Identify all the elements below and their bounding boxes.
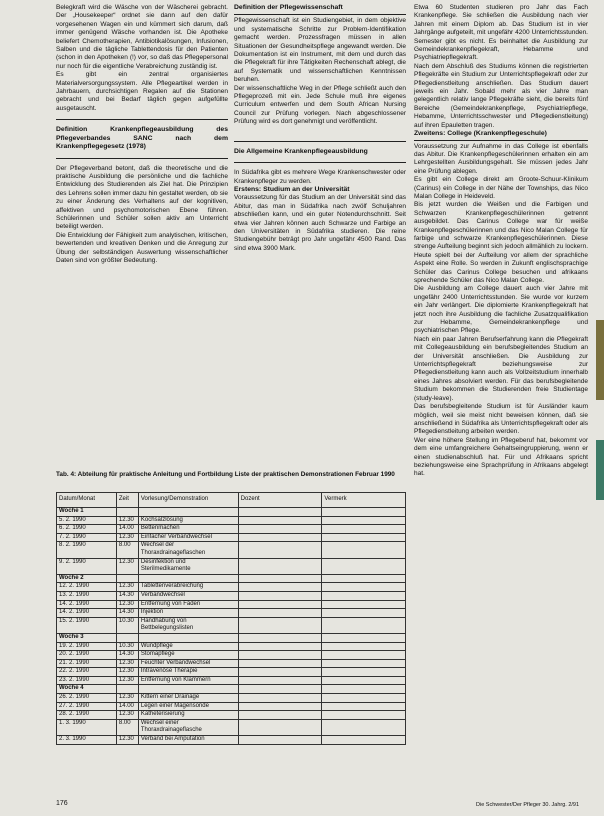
table-cell: 8. 2. 1990	[57, 542, 117, 558]
table-cell: Verbandwechsel	[138, 591, 238, 600]
week-row	[57, 508, 406, 517]
table-cell: 12.30	[116, 659, 138, 668]
week-row	[57, 685, 406, 694]
table-row	[57, 558, 406, 574]
table-cell	[138, 685, 238, 694]
table-row	[57, 583, 406, 592]
divider	[234, 162, 406, 163]
table-cell	[322, 694, 406, 703]
divider	[234, 141, 406, 142]
section-heading: Definition Krankenpflegeausbildung des Pflegeverbandes SANC nach dem Krankenpflegegesetz (1978)	[56, 126, 228, 151]
table-cell	[238, 694, 322, 703]
demonstration-table	[56, 492, 406, 745]
table-cell	[238, 508, 322, 517]
table-cell	[238, 600, 322, 609]
header-cell-remark: Vermerk	[322, 493, 406, 508]
table-cell	[322, 574, 406, 583]
table-cell: Verband bei Amputation	[138, 736, 238, 745]
table-row	[57, 516, 406, 525]
table-body	[57, 508, 406, 745]
table-cell	[322, 591, 406, 600]
week-label: Woche 3	[57, 633, 117, 642]
table-row	[57, 642, 406, 651]
section-heading: Zweitens: College (Krankenpflegeschule)	[414, 130, 547, 138]
section-heading: Erstens: Studium an der Universität	[234, 185, 350, 193]
paragraph: Etwa 60 Studenten studieren pro Jahr das Fach Krankenpflege. Sie schließen die Ausbildung nach vier Jahren mit einem Diplom ab. Das Studium ist in vier Jahrgänge aufgeteilt, mit ungefähr 4200 Unterrichtsstunden. Semester gibt es nicht. Es beinhaltet die Ausbildung zur Gemeindekrankenpflegekraft, Hebamme und Psychiatriepflegekraft.	[414, 4, 588, 62]
table-cell	[238, 702, 322, 711]
table-row	[57, 702, 406, 711]
header-cell-time: Zeit	[116, 493, 138, 508]
table-cell: 10.30	[116, 642, 138, 651]
table-cell	[238, 676, 322, 685]
table-cell: Wechsel einer Thoraxdrainageflasche	[138, 719, 238, 735]
table-cell: Bettenmachen	[138, 525, 238, 534]
table-cell	[138, 508, 238, 517]
table-row	[57, 676, 406, 685]
paragraph: In Südafrika gibt es mehrere Wege Krankenschwester oder Krankenpfleger zu werden.	[234, 169, 406, 185]
paragraph: Voraussetzung zur Aufnahme in das College ist ebenfalls das Abitur. Die Krankenpflegeschülerinnen erhalten ein am Lehrgestellten Ausbildungsgehalt. Sie müssen jedes Jahr eine Prüfung ablegen.	[414, 142, 588, 175]
table-cell: 14. 2. 1990	[57, 609, 117, 618]
paragraph: Nach ein paar Jahren Berufserfahrung kann die Pflegekraft mit Collegeausbildung ein berufsbegleitendes Studium an der Universität anschließen. Die Ausbildung zur Unterrichtspflegekraft beziehungsweise zur Pflegedienstleitung kann auch als Vollzeitstudium innerhalb eines Jahres absolviert werden. Für das berufsbegleitende Studium bekommen die Studierenden freie Studientage (study-leave).	[414, 335, 588, 402]
table-cell: 15. 2. 1990	[57, 617, 117, 633]
table-cell: 14.30	[116, 591, 138, 600]
paragraph: Das berufsbegleitende Studium ist für Ausländer kaum möglich, weil sie meist nicht beweisen können, daß sie anschließend in Südafrika als Unterrichtspflegekraft oder als Pflegedienstleitung arbeiten werden.	[414, 403, 588, 436]
table-cell: 14.30	[116, 609, 138, 618]
table-cell	[238, 609, 322, 618]
table-cell	[238, 736, 322, 745]
table-row	[57, 617, 406, 633]
table-cell: 14. 2. 1990	[57, 600, 117, 609]
week-row	[57, 633, 406, 642]
table-cell: 20. 2. 1990	[57, 651, 117, 660]
table-cell: 14.00	[116, 525, 138, 534]
paragraph: Die Ausbildung am College dauert auch vier Jahre mit ungefähr 2400 Unterrichtsstunden. Sie wurde vor kurzem ein Jahr verlängert. Die diplomierte Krankenpflegekraft hat jetzt noch ihre Ausbildung die fachliche Zusatzqualifikation zur Hebamme, Gemeindekrankenpflege und psychiatrischen Pflege.	[414, 285, 588, 335]
table-row	[57, 659, 406, 668]
table-cell: 12.30	[116, 711, 138, 720]
table-cell	[138, 633, 238, 642]
table-cell: Wechsel der Thoraxdrainageflaschen	[138, 542, 238, 558]
table-row	[57, 668, 406, 677]
table-cell: Katheterisierung	[138, 711, 238, 720]
table-cell	[322, 711, 406, 720]
table-cell: 1. 3. 1990	[57, 719, 117, 735]
table-cell: 5. 2. 1990	[57, 516, 117, 525]
paragraph: Die Entwicklung der Fähigkeit zum analytischen, kritischen, bewertenden und kreativen Denken und die Anregung zur Übung der selbständigen Auswertung wissenschaftlicher Daten sind von größter Bedeutung.	[56, 231, 228, 264]
table-cell: 21. 2. 1990	[57, 659, 117, 668]
table-row	[57, 609, 406, 618]
table-cell: 12.30	[116, 668, 138, 677]
journal-footer: Die Schwester/Der Pfleger 30. Jahrg. 2/91	[476, 802, 580, 808]
table-cell	[322, 702, 406, 711]
table-row	[57, 591, 406, 600]
table-cell: 7. 2. 1990	[57, 533, 117, 542]
table-cell	[116, 633, 138, 642]
table-row	[57, 736, 406, 745]
table-cell: 19. 2. 1990	[57, 642, 117, 651]
table-cell: Kochsalzlösung	[138, 516, 238, 525]
paragraph: Bis jetzt wurden die Weißen und die Farbigen und Schwarzen Krankenpflegeschülerinnen getrennt ausgebildet. Das Carinus College war für weiße Krankenpflegeschülerinnen und das Nico Malan College für farbige und schwarze Krankenpflegeschülerinnen. Diese strenge Aufteilung beginnt sich jedoch allmählich zu lockern. Heute spielt bei der Aufteilung vor allem der sprachliche Aspekt eine Rolle. So werden in Zukunft englischsprachige Schüler das Carinus College besuchen und afrikaans sprechende Schüler das Nico Malan College.	[414, 201, 588, 284]
table-cell	[238, 642, 322, 651]
table-cell	[238, 685, 322, 694]
table-cell	[238, 574, 322, 583]
table-cell	[238, 659, 322, 668]
table-cell	[322, 642, 406, 651]
table-cell: 23. 2. 1990	[57, 676, 117, 685]
divider	[414, 140, 588, 141]
table-cell	[238, 558, 322, 574]
table-cell	[238, 516, 322, 525]
table-cell: Wundpflege	[138, 642, 238, 651]
table-header-row	[57, 493, 406, 508]
table-cell: 8.00	[116, 542, 138, 558]
table-cell	[138, 574, 238, 583]
table-cell: 14.00	[116, 702, 138, 711]
table-cell: 12.30	[116, 533, 138, 542]
paragraph: Der Pflegeverband betont, daß die theoretische und die praktische Ausbildung die persönliche und die fachliche Entwicklung des Studierenden als Ziel hat. Die Prinzipien des Lehrens sollen immer dazu hin gestaltet werden, ob sie zu einer Änderung des Verhaltens auf der kognitiven, affektiven und psychomotorischen Ebene führen. Schülerinnen und Schüler sollen aktiv am Unterricht beteiligt werden.	[56, 164, 228, 231]
table-row	[57, 719, 406, 735]
table-cell	[322, 600, 406, 609]
week-label: Woche 2	[57, 574, 117, 583]
table-cell	[238, 651, 322, 660]
table-cell: 14.30	[116, 651, 138, 660]
table-cell: 12.30	[116, 583, 138, 592]
table-cell: 28. 2. 1990	[57, 711, 117, 720]
table-row	[57, 651, 406, 660]
table-cell: Desinfektion und Sterilmedikamente	[138, 558, 238, 574]
table-cell: Legen einer Magensonde	[138, 702, 238, 711]
table-cell: 13. 2. 1990	[57, 591, 117, 600]
table-cell: 27. 2. 1990	[57, 702, 117, 711]
table-cell	[238, 668, 322, 677]
column-middle	[234, 4, 406, 253]
column-left	[56, 4, 228, 265]
table-cell	[238, 525, 322, 534]
header-cell-lecturer: Dozent	[238, 493, 322, 508]
table-cell: 26. 2. 1990	[57, 694, 117, 703]
table-caption: Tab. 4: Abteilung für praktische Anleitung und Fortbildung Liste der praktischen Demonstrationen Februar 1990	[56, 471, 395, 478]
table-cell	[322, 558, 406, 574]
table-cell	[322, 651, 406, 660]
table-cell: 6. 2. 1990	[57, 525, 117, 534]
table-row	[57, 600, 406, 609]
table-cell: 12.30	[116, 676, 138, 685]
table-cell: 10.30	[116, 617, 138, 633]
table-cell	[322, 583, 406, 592]
table-cell	[322, 525, 406, 534]
table-cell	[116, 508, 138, 517]
table-cell	[322, 736, 406, 745]
table-cell	[238, 711, 322, 720]
table-cell	[322, 542, 406, 558]
table-cell	[322, 609, 406, 618]
table-cell	[238, 583, 322, 592]
table-cell: Einfacher Verbandwechsel	[138, 533, 238, 542]
table-cell	[116, 685, 138, 694]
page-edge-marker	[596, 320, 604, 400]
table-cell: 12.30	[116, 558, 138, 574]
table-cell	[238, 591, 322, 600]
table-cell	[116, 574, 138, 583]
table-cell	[322, 533, 406, 542]
table-cell	[322, 719, 406, 735]
table-cell: Entfernung von Fäden	[138, 600, 238, 609]
paragraph: Voraussetzung für das Studium an der Universität sind das Abitur, das man in Südafrika nach zwölf Schuljahren abschließen kann, und ein guter Notendurchschnitt. Seit etwa vier Jahren können auch Schwarze und Farbige an den Universitäten in Südafrika studieren. Die reine Studiengebühr beträgt pro Jahr ungefähr 4500 Rand. Das sind etwa 3900 Mark.	[234, 194, 406, 252]
table-cell	[322, 659, 406, 668]
week-label: Woche 4	[57, 685, 117, 694]
table-cell: 12. 2. 1990	[57, 583, 117, 592]
table-cell: Entfernung von Klammern	[138, 676, 238, 685]
table-cell: Injektion	[138, 609, 238, 618]
table-cell	[322, 633, 406, 642]
table-row	[57, 694, 406, 703]
table-cell: Kittern einer Drainage	[138, 694, 238, 703]
page-edge-marker	[596, 440, 604, 500]
header-cell-topic: Vorlesung/Demonstration	[138, 493, 238, 508]
table-cell: 9. 2. 1990	[57, 558, 117, 574]
table-cell	[322, 676, 406, 685]
paragraph: Es gibt ein zentral organisiertes Materialversorgungssystem. Alle Pflegeartikel werden in Jahrbauern, durchsichtigen Regalen auf die Stationen gebracht und bei Bedarf täglich gegen aufgefüllte ausgetauscht.	[56, 71, 228, 112]
header-cell-date: Datum/Monat	[57, 493, 117, 508]
table-cell	[238, 617, 322, 633]
table-cell	[238, 542, 322, 558]
table-cell: Intravenöse Therapie	[138, 668, 238, 677]
table-cell	[322, 685, 406, 694]
page-number: 176	[56, 800, 68, 807]
table-cell: 12.30	[116, 736, 138, 745]
divider	[56, 158, 228, 159]
table-cell	[322, 516, 406, 525]
table-cell: Stomapflege	[138, 651, 238, 660]
table-cell: 12.30	[116, 694, 138, 703]
paragraph: Pflegewissenschaft ist ein Studiengebiet, in dem objektive und systematische Schritte zur Problem-Identifikation gemacht werden. Prozessfragen müssen in allen Situationen der Gesundheitspflege angewandt werden. Die Dokumentation ist ein Instrument, mit dem und durch das die Pflegekraft für ihre Tätigkeiten Rechenschaft ablegt, die auf Systematik und wissenschaftlichen Kenntnissen beruhen.	[234, 17, 406, 84]
table-row	[57, 525, 406, 534]
paragraph: Belegkraft wird die Wäsche von der Wäscherei gebracht. Der „Housekeeper“ ordnet sie dann auf den dafür vorgesehenen Wagen ein und kümmert sich darum, daß immer genügend Wäsche vorhanden ist. Die Apotheke beliefert Chemotherapien, Antibiotikalösungen, Infusionen, Salben und die tägliche Tablettendosis für den Patienten (schon in den Apotheken (!) vor, so daß das Pflegepersonal nur noch für die eigentliche Verabreichung zuständig ist.	[56, 4, 228, 70]
table-cell: 12.30	[116, 516, 138, 525]
table-cell: 8.00	[116, 719, 138, 735]
table-row	[57, 711, 406, 720]
table-cell	[238, 633, 322, 642]
table-cell: Tablettenverabreichung	[138, 583, 238, 592]
paragraph: Nach dem Abschluß des Studiums können die registrierten Pflegekräfte ein Studium zur Unterrichtspflegekraft oder zur Pflegedienstleitung anschließen. Das Studium dauert jeweils ein Jahr. Sobald mehr als vier Jahre man gelegentlich relativ lange Pflegekräfte sieht, die bereits fünf Bereiche (Gemeindekrankenpflege, Psychiatriepflege, Hebamme, Unterrichtsschwester und Pflegedienstleitung) auf ihren Epauletten tragen.	[414, 62, 588, 129]
table-cell: Feuchter Verbandwechsel	[138, 659, 238, 668]
table-cell: 22. 2. 1990	[57, 668, 117, 677]
table-cell	[322, 668, 406, 677]
divider	[56, 119, 228, 120]
table-cell	[322, 617, 406, 633]
divider	[234, 14, 406, 15]
column-right	[414, 4, 588, 479]
table-cell: Handhabung von Bettbelegungslisten	[138, 617, 238, 633]
week-row	[57, 574, 406, 583]
table-cell	[238, 533, 322, 542]
paragraph: Der wissenschaftliche Weg in der Pflege schließt auch den Pflegeprozeß mit ein. Jede Schule muß ihre eigenes Curriculum entwerfen und dem South African Nursing Council zur Prüfung vorlegen. Nach abgeschlossener Prüfung wird es dort genehmigt und veröffentlicht.	[234, 84, 406, 126]
paragraph: Es gibt ein College direkt am Groote-Schuur-Klinikum (Carinus) ein College in der Nähe der Townships, das Nico Malan College in Heideveld.	[414, 176, 588, 200]
table-cell	[238, 719, 322, 735]
table-cell: 12.30	[116, 600, 138, 609]
section-heading: Die Allgemeine Krankenpflegeausbildung	[234, 147, 368, 155]
table-row	[57, 533, 406, 542]
week-label: Woche 1	[57, 508, 117, 517]
section-heading: Definition der Pflegewissenschaft	[234, 4, 343, 11]
table-row	[57, 542, 406, 558]
table-cell	[322, 508, 406, 517]
paragraph: Wer eine höhere Stellung im Pflegeberuf hat, bekommt vor dem eine umfangreichere Gehaltseingruppierung, wenn er einen studienabschluß hat. Für und Afrikaans spricht beziehungsweise eine Sprachprüfung in Afrikaans abgelegt hat.	[414, 436, 588, 478]
table-cell: 2. 3. 1990	[57, 736, 117, 745]
